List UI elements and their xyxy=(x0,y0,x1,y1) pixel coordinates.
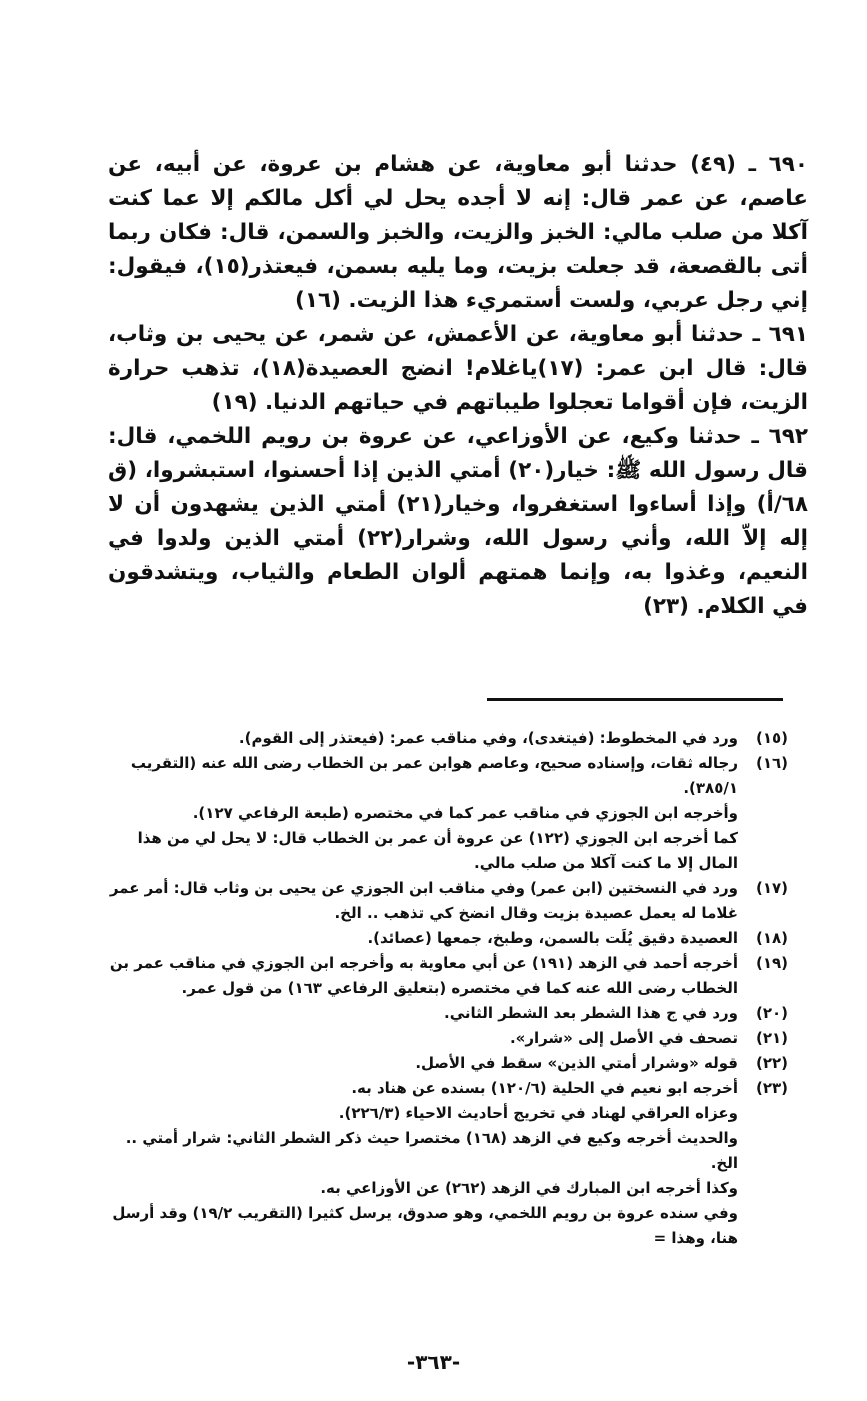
hadith-691: ٦٩١ ـ حدثنا أبو معاوية، عن الأعمش، عن شمر، عن يحيى بن وثاب، قال: قال ابن عمر: (١٧)ياغلام! انضج العصيدة(١٨)، تذهب حرارة الزيت، فإن أقواما تعجلوا طيباتهم في حياتهم الدنيا. (١٩) xyxy=(108,322,808,415)
footnote-20 xyxy=(98,1001,788,1026)
footnote-line: تصحف في الأصل إلى «شرار». xyxy=(509,1029,738,1047)
footnote-number: (١٨) xyxy=(755,929,788,947)
footnote-21 xyxy=(98,1026,788,1051)
footnote-line: ورد في ج هذا الشطر بعد الشطر الثاني. xyxy=(444,1004,738,1022)
footnote-16 xyxy=(98,751,788,876)
footnote-line: أخرجه أحمد في الزهد (١٩١) عن أبي معاوية به وأخرجه ابن الجوزي في مناقب عمر بن الخطاب رضى الله عنه كما في مختصره (بتعليق الرفاعي ١٦٣) من قول عمر. xyxy=(109,954,738,997)
footnote-divider xyxy=(487,698,783,701)
footnote-line: ورد في النسختين (ابن عمر) وفي مناقب ابن الجوزي عن يحيى بن وثاب قال: أمر عمر غلاما له يعمل عصيدة بزيت وقال انضخ كي تذهب .. الخ. xyxy=(109,879,738,922)
footnotes-block xyxy=(98,726,788,1251)
footnote-line: وعزاه العراقي لهناد في تخريج أحاديث الاحياء (٢٢٦/٣). xyxy=(338,1104,738,1122)
footnote-number: (١٧) xyxy=(755,879,788,897)
footnote-number: (١٩) xyxy=(755,954,788,972)
footnote-number: (٢٢) xyxy=(755,1054,788,1072)
footnote-line: وكذا أخرجه ابن المبارك في الزهد (٢٦٢) عن الأوزاعي به. xyxy=(320,1179,738,1197)
footnote-line: رجاله ثقات، وإسناده صحيح، وعاصم هوابن عمر بن الخطاب رضى الله عنه (التقريب ٣٨٥/١). xyxy=(130,754,738,797)
footnote-22 xyxy=(98,1051,788,1076)
footnote-line: كما أخرجه ابن الجوزي (١٢٢) عن عروة أن عمر بن الخطاب قال: لا يحل لي من هذا المال إلا ما كنت آكلا من صلب مالي. xyxy=(137,829,738,872)
footnote-23 xyxy=(98,1076,788,1251)
footnote-19 xyxy=(98,951,788,1001)
footnote-number: (١٥) xyxy=(755,729,788,747)
footnote-number: (٢٠) xyxy=(755,1004,788,1022)
page-number: -٣٦٣- xyxy=(406,1350,461,1374)
footnote-line: وأخرجه ابن الجوزي في مناقب عمر كما في مختصره (طبعة الرفاعي ١٢٧). xyxy=(192,804,738,822)
footnote-18 xyxy=(98,926,788,951)
footnote-number: (٢١) xyxy=(755,1029,788,1047)
footnote-number: (١٦) xyxy=(755,754,788,772)
footnote-number: (٢٣) xyxy=(755,1079,788,1097)
footnote-17 xyxy=(98,876,788,926)
main-text-block xyxy=(108,148,808,624)
footnote-line: أخرجه ابو نعيم في الحلية (١٢٠/٦) بسنده عن هناد به. xyxy=(351,1079,738,1097)
footnote-15 xyxy=(98,726,788,751)
hadith-692: ٦٩٢ ـ حدثنا وكيع، عن الأوزاعي، عن عروة بن رويم اللخمي، قال: قال رسول الله ﷺ: خيار(٢٠) أمتي الذين إذا أحسنوا، استبشروا، (ق ٦٨/أ) وإذا أساءوا استغفروا، وخيار(٢١) أمتي الذين يشهدون أن لا إله إلاّ الله، وأني رسول الله، وشرار(٢٢) أمتي الذين ولدوا في النعيم، وغذوا به، وإنما همتهم ألوان الطعام والثياب، ويتشدقون في الكلام. (٢٣) xyxy=(108,424,808,619)
footnote-line: قوله «وشرار أمتي الذين» سقط في الأصل. xyxy=(415,1054,738,1072)
hadith-690: ٦٩٠ ـ (٤٩) حدثنا أبو معاوية، عن هشام بن عروة، عن أبيه، عن عاصم، عن عمر قال: إنه لا أجده يحل لي أكل مالكم إلا عما كنت آكلا من صلب مالي: الخبز والزيت، والخبز والسمن، قال: فكان ربما أتى بالقصعة، قد جعلت بزيت، وما يليه بسمن، فيعتذر(١٥)، فيقول: إني رجل عربي، ولست أستمريء هذا الزيت. (١٦) xyxy=(108,152,809,313)
footnote-line: والحديث أخرجه وكيع في الزهد (١٦٨) مختصرا حيث ذكر الشطر الثاني: شرار أمتي .. الخ. xyxy=(125,1129,738,1172)
footnote-line: وفي سنده عروة بن رويم اللخمي، وهو صدوق، يرسل كثيرا (التقريب ١٩/٢) وقد أرسل هنا، وهذا = xyxy=(112,1204,738,1247)
footnote-line: العصيدة دقيق يُلَت بالسمن، وطبخ، جمعها (عصائد). xyxy=(367,929,738,947)
footnote-line: ورد في المخطوط: (فيتغدى)، وفي مناقب عمر: (فيعتذر إلى القوم). xyxy=(238,729,738,747)
